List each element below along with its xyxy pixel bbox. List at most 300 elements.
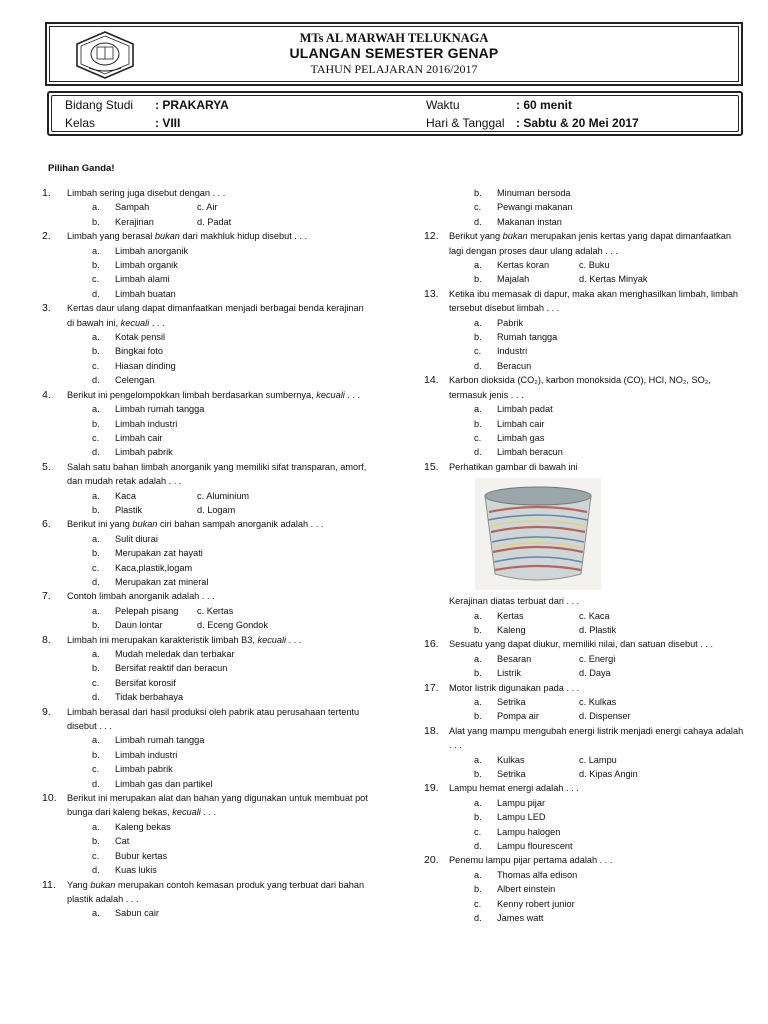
option-text: Limbah rumah tangga [115,404,205,415]
option-row [449,695,744,709]
answer-option [449,753,579,767]
answer-option [67,849,327,863]
answer-option [449,767,579,781]
option-row [449,359,744,373]
option-text: Minuman bersoda [497,188,571,198]
school-logo-icon [73,30,137,80]
option-letter: a. [474,653,482,664]
option-row [67,661,372,675]
option-row [449,272,744,286]
option-row [67,676,372,690]
question-number: 11. [42,878,56,891]
option-row [449,417,744,431]
answer-options [67,489,372,518]
option-row [449,911,744,925]
answer-option [449,609,579,623]
option-row [449,402,744,416]
answer-options [67,604,372,633]
option-row [67,402,372,416]
answer-option: d. Plastik [579,624,617,635]
option-letter: b. [474,418,482,429]
option-text: Bersifat korosif [115,677,176,688]
option-text: Limbah cair [115,432,163,443]
option-letter: b. [92,504,100,515]
option-text: Setrika [497,696,526,707]
option-letter: b. [474,188,482,198]
option-letter: a. [474,754,482,765]
option-letter: d. [474,216,482,227]
option-letter: a. [474,797,482,808]
question-6 [42,517,372,589]
question-text: Limbah yang berasal bukan dari makhluk hidup disebut . . . [67,231,308,242]
option-letter: d. [92,692,100,703]
question-1 [42,186,372,229]
option-row [67,906,372,920]
option-letter: d. [474,447,482,458]
answer-option [67,373,327,387]
option-row [449,316,744,330]
question-text: Perhatikan gambar di bawah ini [449,461,578,472]
option-text: Kertas [497,610,524,621]
answer-options [449,796,744,854]
option-row [67,287,372,301]
question-text: Berikut yang bukan merupakan jenis kertas yang dapat dimanfaatkan lagi dengan proses daur ulang adalah . . . [449,231,731,256]
option-letter: c. [92,274,100,285]
question-number: 7. [42,590,51,603]
question-9 [42,705,372,791]
answer-option [67,359,327,373]
option-row [67,417,372,431]
question-text: Salah satu bahan limbah anorganik yang memiliki sifat transparan, amorf, dan mudah retak adalah . . . [67,461,367,487]
option-text: Kaca,plastik,logam [115,562,193,573]
answer-option: c. Kulkas [579,696,617,707]
answer-option: c. Energi [579,653,616,664]
option-text: Lampu LED [497,812,546,823]
option-letter: d. [92,375,100,386]
answer-option [449,272,579,286]
answer-option: c. Kertas [197,605,234,616]
option-letter: b. [92,346,100,357]
option-text: Daun lontar [115,620,163,631]
option-row [449,825,744,839]
answer-options [67,200,372,229]
option-row [67,762,372,776]
option-row [449,810,744,824]
section-title: Pilihan Ganda! [48,163,115,174]
option-row [449,796,744,810]
answer-options [449,402,744,460]
option-row [449,344,744,358]
answer-option [449,810,709,824]
exam-info-box [47,91,743,136]
option-letter: b. [92,260,100,271]
answer-option [449,417,709,431]
option-row [67,849,372,863]
answer-option [67,575,327,589]
question-15 [424,460,744,638]
newspaper-basket-image [475,478,601,590]
option-letter: b. [474,624,482,635]
option-text: Limbah pabrik [115,764,173,775]
option-row [449,445,744,459]
option-text: Kaca [115,490,136,501]
question-text: Ketika ibu memasak di dapur, maka akan menghasilkan limbah, limbah tersebut disebut limbah . . . [449,288,739,314]
subject-label: Bidang Studi [65,98,134,112]
option-row [449,882,744,896]
option-text: Kertas koran [497,260,550,271]
option-row [67,445,372,459]
answer-option [67,215,197,229]
option-letter: b. [92,216,100,227]
option-row [67,200,372,214]
question-19 [424,781,744,853]
answer-option [449,825,709,839]
question-number: 14. [424,374,439,387]
option-letter: a. [474,869,482,880]
question-number: 1. [42,187,51,199]
question-13 [424,287,744,373]
question-number: 5. [42,460,51,473]
option-row [449,753,744,767]
option-row [67,777,372,791]
question-number: 15. [424,460,439,473]
option-row [67,503,372,517]
question-18 [424,724,744,782]
answer-options [449,258,744,287]
option-text: Limbah alami [115,274,170,285]
option-row [67,359,372,373]
option-text: Rumah tangga [497,332,558,343]
question-text: Limbah berasal dari hasil produksi oleh pabrik atau perusahaan tertentu disebut . . . [67,706,360,732]
answer-option [67,258,327,272]
answer-option [67,618,197,632]
option-text: Thomas alfa edison [497,869,578,880]
option-letter: c. [92,432,100,443]
option-text: Bingkai foto [115,346,164,357]
option-letter: d. [92,288,100,299]
option-row [67,575,372,589]
option-letter: a. [92,908,100,919]
option-letter: b. [92,620,100,631]
answer-option [449,402,709,416]
option-row [449,666,744,680]
answer-options [449,695,744,724]
class-value: : VIII [155,116,181,130]
option-text: Limbah padat [497,404,553,415]
exam-header [45,22,743,86]
question-number: 10. [42,792,57,805]
option-text: James watt [497,913,544,924]
option-text: Limbah industri [115,749,178,760]
answer-option [67,777,327,791]
option-letter: a. [92,605,100,616]
answer-option: d. Logam [197,504,236,515]
option-row [449,897,744,911]
question-number: 8. [42,633,51,646]
option-text: Pewangi makanan [497,202,573,213]
question-20 [424,853,744,925]
answer-option [449,186,709,200]
option-text: Majalah [497,274,530,285]
time-value: : 60 menit [516,98,573,112]
option-letter: a. [474,404,482,415]
option-text: Bersifat reaktif dan beracun [115,663,228,674]
option-row [449,868,744,882]
option-text: Sulit diurai [115,533,158,544]
time-label: Waktu [426,98,460,112]
answer-option [67,647,327,661]
option-letter: d. [92,778,100,789]
option-text: Pelepah pisang [115,605,179,616]
option-row [67,330,372,344]
option-letter: c. [474,826,482,837]
answer-option [67,906,327,920]
question-text: Limbah ini merupakan karakteristik limbah B3, kecuali . . . [67,634,302,645]
option-row [67,258,372,272]
option-letter: a. [92,245,100,256]
option-row [449,767,744,781]
option-text: Sampah [115,202,150,213]
option-text: Kaleng [497,624,526,635]
question-number: 18. [424,724,439,737]
answer-option: c. Kaca [579,610,610,621]
question-text: Contoh limbah anorganik adalah . . . [67,591,215,602]
option-row [67,431,372,445]
exam-title: ULANGAN SEMESTER GENAP [289,45,499,61]
option-row [449,330,744,344]
option-letter: a. [474,610,482,621]
option-row [67,546,372,560]
option-row [67,561,372,575]
answer-option [67,820,327,834]
option-row [449,623,744,637]
answer-option: c. Aluminium [197,490,250,501]
option-text: Kenny robert junior [497,898,575,909]
answer-option: d. Daya [579,668,611,679]
answer-options [67,647,372,705]
option-text: Sabun cair [115,908,159,919]
option-text: Kaleng bekas [115,821,171,832]
option-letter: c. [92,764,100,775]
option-letter: d. [474,360,482,371]
question-text: Sesuatu yang dapat diukur, memiliki nilai, dan satuan disebut . . . [449,639,714,650]
question-14 [424,373,744,459]
option-letter: a. [92,332,100,343]
question-number: 12. [424,230,439,243]
option-row [67,373,372,387]
option-letter: a. [474,260,482,271]
option-text: Pabrik [497,317,524,328]
answer-option [449,652,579,666]
option-letter: b. [92,663,100,674]
answer-option [67,489,197,503]
option-letter: b. [474,711,482,722]
option-text: Kerajinan [115,216,154,227]
option-letter: a. [92,649,100,659]
option-row [449,609,744,623]
option-text: Kuas lukis [115,865,157,876]
option-row [449,200,744,214]
answer-option: c. Air [197,202,218,213]
option-letter: c. [474,898,482,909]
option-text: Kulkas [497,754,525,765]
answer-option [67,402,327,416]
option-text: Limbah rumah tangga [115,735,205,746]
answer-option [67,272,327,286]
question-5 [42,460,372,518]
option-text: Makanan instan [497,216,562,227]
answer-option: d. Padat [197,216,232,227]
answer-option [449,839,709,853]
question-text: Limbah sering juga disebut dengan . . . [67,188,226,198]
question-number: 17. [424,681,439,694]
answer-option [67,863,327,877]
answer-options [449,186,744,229]
question-number: 9. [42,705,51,718]
answer-option [449,623,579,637]
question-11 [42,878,372,921]
question-2 [42,229,372,301]
question-number: 16. [424,638,439,651]
question-text: Alat yang mampu mengubah energi listrik menjadi energi cahaya adalah . . . [449,725,744,751]
option-text: Setrika [497,769,526,779]
option-text: Limbah industri [115,418,178,429]
answer-option [67,287,327,301]
answer-option [67,661,327,675]
option-text: Limbah organik [115,260,178,271]
question-number: 13. [424,287,439,300]
option-row [67,647,372,661]
answer-option: c. Lampu [579,754,617,765]
answer-option [67,417,327,431]
question-text: Penemu lampu pijar pertama adalah . . . [449,855,613,866]
question-12 [424,229,744,287]
option-letter: b. [474,884,482,895]
question-7 [42,589,372,632]
option-text: Limbah gas dan partikel [115,778,213,789]
answer-options [67,330,372,388]
answer-option [449,666,579,680]
answer-option [67,748,327,762]
option-row [67,733,372,747]
option-row [449,431,744,445]
class-label: Kelas [65,116,96,130]
answer-option [67,431,327,445]
answer-options [449,652,744,681]
option-letter: d. [474,841,482,852]
answer-options [67,733,372,791]
question-text: Yang bukan merupakan contoh kemasan produk yang terbuat dari bahan plastik adalah . . . [67,879,365,904]
option-text: Albert einstein [497,884,556,895]
option-letter: a. [92,533,100,544]
question-number: 19. [424,782,439,795]
question-text: Karbon dioksida (CO₂), karbon monoksida (CO), HCl, NO₂, SO₂, termasuk jenis . . . [449,375,711,400]
answer-option [449,431,709,445]
option-row [67,690,372,704]
option-row [67,489,372,503]
question-10 [42,791,372,877]
answer-option [67,690,327,704]
answer-option [449,882,709,896]
option-text: Limbah cair [497,418,545,429]
option-text: Listrik [497,668,521,679]
question-text: Berikut ini yang bukan ciri bahan sampah anorganik adalah . . . [67,519,324,530]
option-letter: b. [474,668,482,679]
option-text: Mudah meledak dan terbakar [115,649,235,659]
option-letter: b. [474,769,482,779]
answer-option [449,359,709,373]
option-text: Merupakan zat mineral [115,576,209,587]
answer-options [67,244,372,302]
question-8 [42,633,372,705]
option-letter: b. [474,274,482,285]
date-label: Hari & Tanggal [426,116,505,130]
option-text: Plastik [115,504,143,515]
answer-option: d. Eceng Gondok [197,620,268,631]
option-row [67,748,372,762]
answer-option [449,897,709,911]
school-name: MTs AL MARWAH TELUKNAGA [299,31,489,45]
answer-options [449,316,744,374]
option-row [67,244,372,258]
question-text: Berikut ini merupakan alat dan bahan yang digunakan untuk membuat pot bunga dari kaleng bekas, kecuali . . . [67,793,368,818]
answer-option [67,445,327,459]
option-row [449,258,744,272]
answer-option [67,244,327,258]
answer-option: d. Kipas Angin [579,769,638,779]
answer-option [449,695,579,709]
answer-option [67,344,327,358]
option-row [449,839,744,853]
question-16 [424,637,744,680]
answer-option [449,911,709,925]
question-number: 2. [42,230,51,243]
answer-option [67,676,327,690]
answer-option [449,796,709,810]
answer-option [449,200,709,214]
question-text: Motor listrik digunakan pada . . . [449,682,580,693]
option-letter: d. [474,913,482,924]
option-text: Limbah anorganik [115,245,189,256]
question-number: 6. [42,518,51,531]
option-text: Celengan [115,375,155,386]
option-row [67,215,372,229]
option-letter: b. [92,548,100,559]
option-text: Merupakan zat hayati [115,548,203,559]
question-3 [42,301,372,387]
answer-option [67,546,327,560]
answer-option [67,604,197,618]
option-row [67,618,372,632]
answer-options [67,532,372,590]
option-letter: a. [92,404,100,415]
answer-options [67,906,372,920]
academic-year: TAHUN PELAJARAN 2016/2017 [310,62,478,76]
question-number: 4. [42,388,51,401]
answer-option [449,709,579,723]
answer-options [449,868,744,926]
question-number: 3. [42,302,51,315]
option-row [67,863,372,877]
question-text: Kertas daur ulang dapat dimanfaatkan menjadi berbagai benda kerajinan di bawah ini, kecuali . . . [67,303,364,328]
option-letter: c. [92,677,100,688]
option-text: Lampu flourescent [497,841,573,852]
option-text: Industri [497,346,528,357]
option-letter: b. [92,749,100,760]
option-text: Limbah pabrik [115,447,173,458]
option-letter: a. [92,490,100,501]
option-letter: c. [474,346,482,357]
